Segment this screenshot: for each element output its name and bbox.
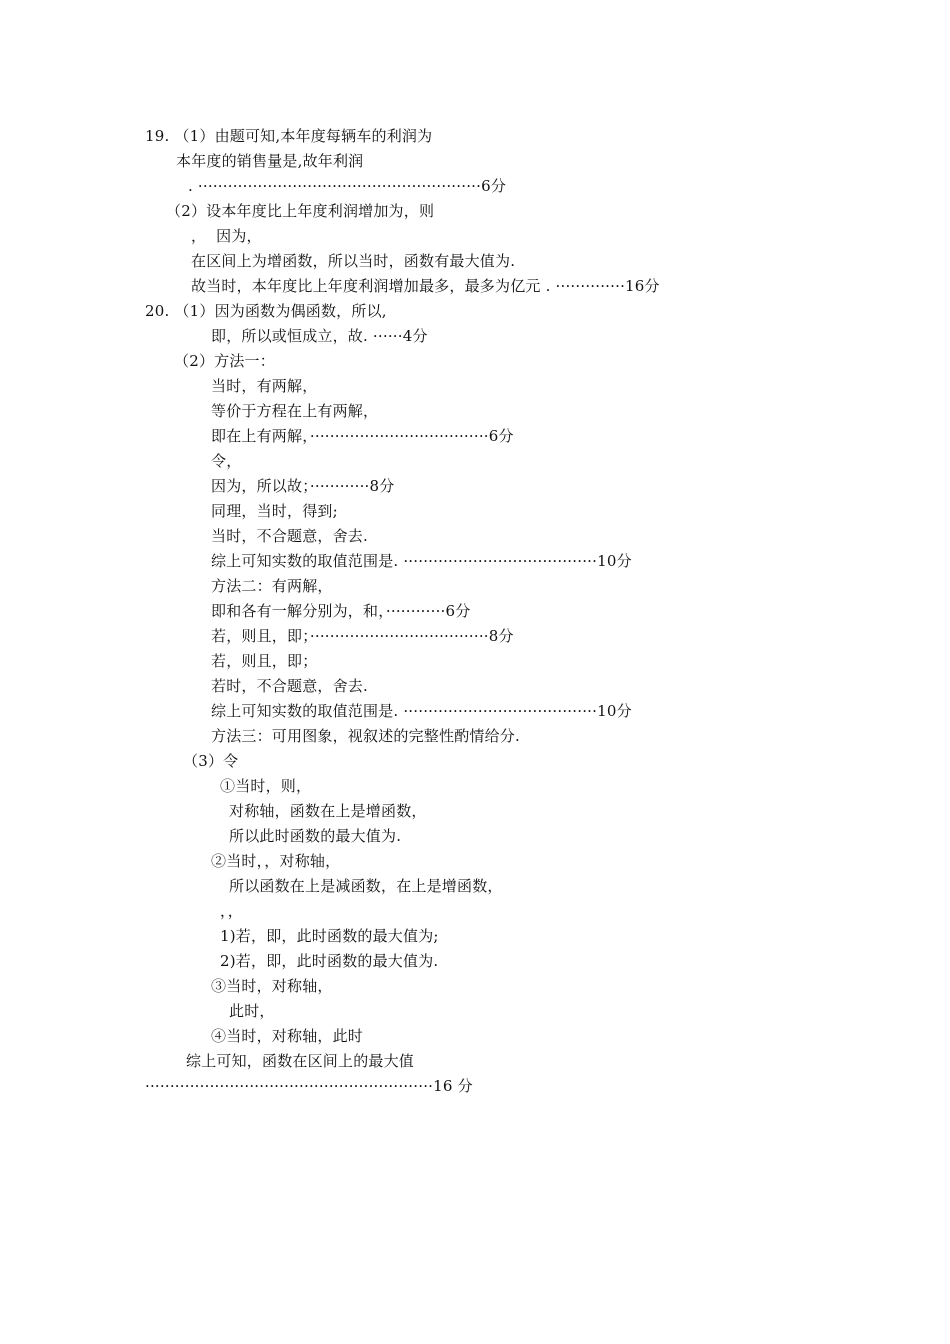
line-20-method3: 方法三：可用图象，视叙述的完整性酌情给分.: [211, 727, 520, 745]
line-20-score-10a: 综上可知实数的取值范围是. ·······································10分: [211, 552, 632, 570]
line-19-score-6: . ·························································6分: [188, 177, 507, 195]
line-20-score-6b: 即和各有一解分别为，和，············6分: [211, 602, 471, 620]
line-19-conclusion: 故当时，本年度比上年度利润增加最多，最多为亿元 . ··············16分: [191, 277, 660, 295]
line-20-part3: （3）令: [183, 752, 239, 770]
line-20-case2: ②当时，，对称轴，: [211, 852, 341, 870]
line-20-method1: （2）方法一：: [174, 352, 275, 370]
line-20-discard-a: 当时，不合题意，舍去.: [211, 527, 368, 545]
line-20-case2-sub2: 2)若，即，此时函数的最大值为.: [220, 952, 439, 970]
line-20-score-16: ··························································16 分: [145, 1077, 473, 1095]
line-20-let: 令，: [211, 452, 242, 470]
line-20-case2-commas: ，，: [220, 902, 243, 920]
line-20-score-8b: 若，则且，即；····································8分: [211, 627, 514, 645]
line-19-sales: 本年度的销售量是,故年利润: [176, 152, 364, 170]
line-20-case3: ③当时，对称轴，: [211, 977, 333, 995]
line-20-score-8a: 因为，所以故；············8分: [211, 477, 395, 495]
line-20-discard-b: 若时，不合题意，舍去.: [211, 677, 368, 695]
line-20-case1-axis: 对称轴，函数在上是增函数，: [229, 802, 427, 820]
line-20-two-solutions: 当时，有两解，: [211, 377, 318, 395]
line-20-case1: ①当时，则，: [220, 777, 312, 795]
line-19-heading: 19. （1）由题可知,本年度每辆车的利润为: [145, 127, 433, 145]
line-20-equivalent: 等价于方程在上有两解，: [211, 402, 379, 420]
line-20-score-4: 即，所以或恒成立，故. ······4分: [211, 327, 428, 345]
line-19-because: ， 因为，: [191, 227, 262, 245]
line-20-similarly: 同理，当时，得到;: [211, 502, 338, 520]
line-20-case4: ④当时，对称轴，此时: [211, 1027, 364, 1045]
line-20-case: 若，则且，即；: [211, 652, 318, 670]
line-20-case3-then: 此时，: [229, 1002, 275, 1020]
line-20-summary: 综上可知，函数在区间上的最大值: [186, 1052, 415, 1070]
line-20-method2: 方法二：有两解，: [211, 577, 333, 595]
line-20-score-10b: 综上可知实数的取值范围是. ·······································10分: [211, 702, 632, 720]
line-20-case2-monotonic: 所以函数在上是减函数，在上是增函数，: [229, 877, 503, 895]
line-20-score-6a: 即在上有两解，····································6分: [211, 427, 514, 445]
line-19-increasing: 在区间上为增函数，所以当时，函数有最大值为.: [191, 252, 516, 270]
line-20-case1-max: 所以此时函数的最大值为.: [229, 827, 402, 845]
line-20-heading: 20. （1）因为函数为偶函数，所以,: [145, 302, 387, 320]
line-20-case2-sub1: 1)若，即，此时函数的最大值为;: [220, 927, 439, 945]
line-19-part2: （2）设本年度比上年度利润增加为，则: [166, 202, 435, 220]
